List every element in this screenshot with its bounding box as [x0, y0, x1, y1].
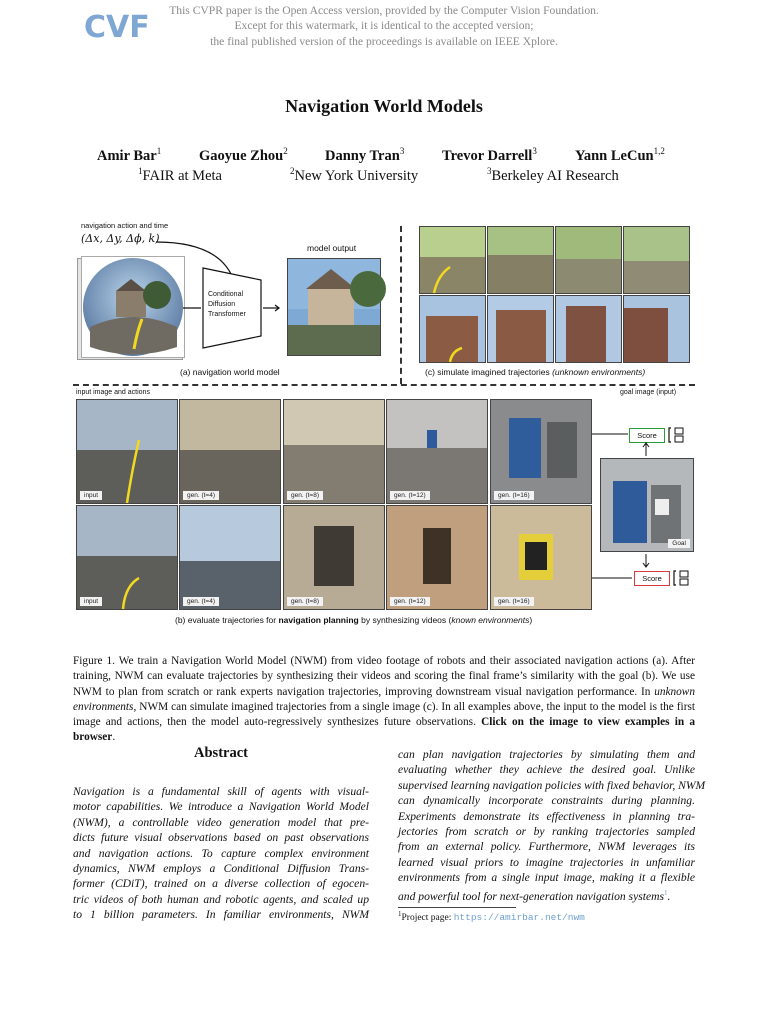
- abstract-line: supervised learning navigation policies with fixed behavior, NWM: [398, 778, 706, 792]
- imagined-castle-2: [487, 295, 554, 363]
- input-frame: [81, 256, 185, 358]
- watermark-line-1: This CVPR paper is the Open Access version, provided by the Computer Vision Foundation.: [169, 4, 599, 17]
- score-connectors: [590, 418, 630, 588]
- row1-gen-t4: [179, 399, 281, 504]
- panel-divider-vertical: [400, 226, 402, 384]
- panel-b-caption: (b) evaluate trajectories for navigation planning by synthesizing videos (known environments): [175, 615, 533, 625]
- watermark-line-2: Except for this watermark, it is identical to the accepted version;: [234, 19, 534, 33]
- abstract-heading: Abstract: [194, 745, 248, 761]
- row2-gen-t4: [179, 505, 281, 610]
- watermark: [0, 3, 768, 49]
- abstract-line: jectories from scratch or by ranking trajectories sampled: [398, 824, 695, 838]
- figure-caption: Figure 1. We train a Navigation World Model (NWM) from video footage of robots and their associated navigation actions (a). After training, NWM can evaluate trajectories by synthesizing their videos and scoring the final frame’s similarity with the goal (b). We use NWM to plan from scratch or rank experts navigation trajectories, improving downstream visual navigation performance. In unknown environments, NWM can simulate imagined trajectories from a single image (c). In all examples above, the input to the model is the first image and actions, then the model auto-regressively synthesizes future observations. Click on the image to view examples in a browser.: [73, 655, 695, 744]
- row2-gen-t8: [283, 505, 385, 610]
- row1-gen-t12: [386, 399, 488, 504]
- model-output-image: [287, 258, 381, 356]
- score-bad-icon: [670, 567, 696, 589]
- imagined-castle-3: [555, 295, 622, 363]
- row1-label-5: gen. (t=16): [494, 491, 534, 500]
- row2-label-4: gen. (t=12): [390, 597, 430, 606]
- cvf-logo-text: CVF: [84, 10, 150, 45]
- abstract-line: from an external policy. Furthermore, NWM leverages its: [398, 840, 695, 854]
- arrow-up-good: [641, 442, 651, 456]
- figure-1[interactable]: [73, 218, 695, 633]
- flow-arrows: [181, 302, 281, 314]
- abstract-line: learned visual priors to imagine trajectories in unfamiliar: [398, 855, 695, 869]
- goal-label: Goal: [668, 539, 690, 548]
- abstract-line: and navigation actions. To capture complex environment: [73, 846, 369, 860]
- author-3: Danny Tran$^3$: [325, 146, 405, 164]
- footnote: $^1$Project page: https://amirbar.net/nwm: [398, 910, 585, 924]
- project-page-link[interactable]: https://amirbar.net/nwm: [453, 912, 585, 924]
- abstract-column-2: [398, 747, 706, 903]
- abstract-line: motor capabilities. We introduce a Navigation World Model: [73, 800, 369, 814]
- row2-label-5: gen. (t=16): [494, 597, 534, 606]
- panel-c-caption: (c) simulate imagined trajectories (unknown environments): [425, 367, 646, 377]
- input-actions-label: input image and actions: [76, 389, 150, 396]
- imagined-forest-4: [623, 226, 690, 294]
- abstract-line-last: and powerful tool for next-generation navigation systems$^1$.: [398, 888, 671, 903]
- row1-label-1: input: [80, 491, 102, 500]
- imagined-castle-1: [419, 295, 486, 363]
- abstract-line: former (CDiT), trained on a diverse collection of egocen-: [73, 877, 369, 891]
- row2-label-2: gen. (t=4): [183, 597, 219, 606]
- imagined-forest-1: [419, 226, 486, 294]
- footnote-ref[interactable]: 1: [663, 888, 668, 897]
- panel-divider-horizontal: [73, 384, 695, 386]
- imagined-castle-4: [623, 295, 690, 363]
- affiliation-1: $^1$FAIR at Meta: [138, 166, 222, 184]
- nav-action-label: navigation action and time: [81, 221, 169, 230]
- abstract-line: Experiments demonstrate its effectiveness in planning tra-: [398, 809, 695, 823]
- paper-title: Navigation World Models: [285, 96, 483, 116]
- abstract-line: dynamics, NWM employs a Conditional Diffusion Trans-: [73, 861, 369, 875]
- imagined-forest-2: [487, 226, 554, 294]
- row1-gen-t16: [490, 399, 592, 504]
- footnote-rule: [398, 907, 516, 908]
- watermark-line-3: the final published version of the proceedings is available on IEEE Xplore.: [210, 34, 558, 48]
- score-good-icon: [665, 424, 693, 446]
- row1-label-3: gen. (t=8): [287, 491, 323, 500]
- author-2: Gaoyue Zhou$^2$: [199, 146, 288, 164]
- panel-a-caption: (a) navigation world model: [180, 367, 280, 377]
- row1-gen-t8: [283, 399, 385, 504]
- abstract-line: dicts future visual observations based on past observations: [73, 831, 369, 845]
- score-box-bad: Score: [634, 571, 670, 586]
- affiliation-3: $^3$Berkeley AI Research: [487, 166, 619, 184]
- fisheye-image: [82, 257, 184, 357]
- cdit-label: Conditional Diffusion Transformer: [208, 291, 246, 318]
- abstract-line: environments from a single input image, making it a flexible: [398, 871, 695, 885]
- row1-label-4: gen. (t=12): [390, 491, 430, 500]
- row2-gen-t12: [386, 505, 488, 610]
- abstract-line: evaluating whether they achieve the desired goal. Unlike: [398, 763, 695, 777]
- imagined-forest-3: [555, 226, 622, 294]
- abstract-column-1: [73, 784, 369, 923]
- row2-label-3: gen. (t=8): [287, 597, 323, 606]
- row1-label-2: gen. (t=4): [183, 491, 219, 500]
- model-output-label: model output: [307, 243, 357, 253]
- row2-input-frame: [76, 505, 178, 610]
- arrow-down-bad: [641, 554, 651, 568]
- score-box-good: Score: [629, 428, 665, 443]
- author-5: Yann LeCun$^{1,2}$: [575, 146, 665, 164]
- abstract-line: can plan navigation trajectories by simulating them and: [398, 748, 695, 761]
- author-1: Amir Bar$^1$: [97, 146, 162, 164]
- browser-link[interactable]: Click on the image to view examples in a browser: [73, 716, 695, 744]
- abstract-line: can dynamically incorporate constraints during planning.: [398, 794, 695, 808]
- abstract-line: to 1 billion parameters. In familiar environments, NWM: [73, 908, 369, 922]
- goal-image-label: goal image (input): [620, 389, 677, 396]
- abstract-line: Navigation is a fundamental skill of agents with visual-: [73, 785, 369, 798]
- abstract-line: tric videos of both human and robotic agents, and scaled up: [73, 892, 369, 906]
- row1-input-frame: [76, 399, 178, 504]
- author-4: Trevor Darrell$^3$: [442, 146, 537, 164]
- nav-action-formula: (Δx, Δy, Δϕ, k): [81, 232, 160, 245]
- abstract-line: (NWM), a controllable video generation model that pre-: [73, 815, 369, 829]
- affiliation-2: $^2$New York University: [290, 166, 419, 184]
- row2-label-1: input: [80, 597, 102, 606]
- row2-gen-t16: [490, 505, 592, 610]
